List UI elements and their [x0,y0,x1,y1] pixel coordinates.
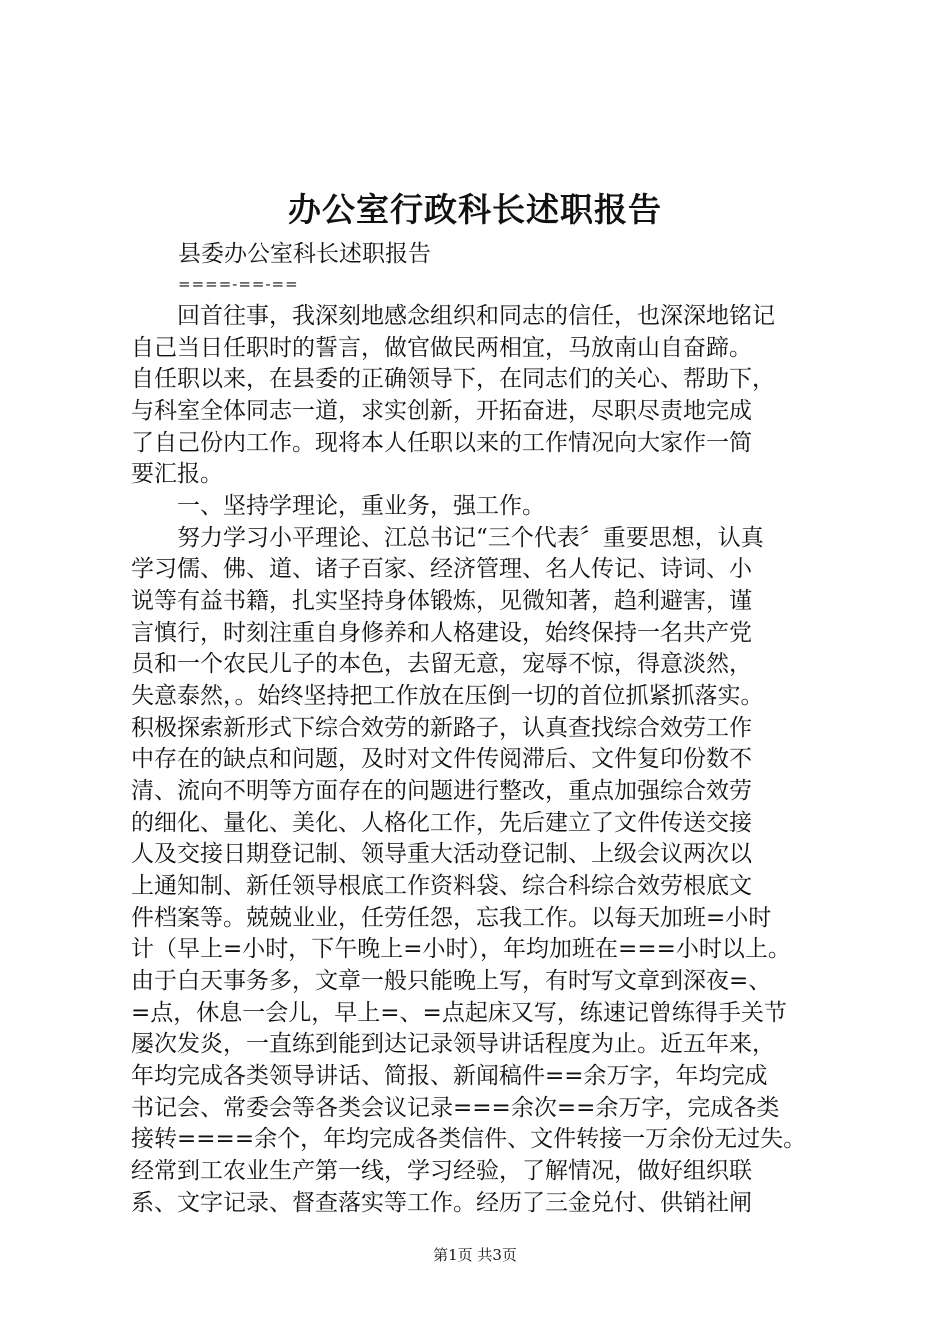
body-text-line: 人及交接日期登记制、领导重大活动登记制、上级会议两次以 [131,841,752,867]
section-heading: 一、坚持学理论，重业务，强工作。 [131,493,545,519]
body-text-line: 了自己份内工作。现将本人任职以来的工作情况向大家作一简 [131,430,752,456]
separator-line: ====-==-== [178,275,299,293]
body-text-line: 由于白天事务多，文章一般只能晚上写，有时写文章到深夜=、 [131,968,772,994]
body-text-line: 清、流向不明等方面存在的问题进行整改，重点加强综合效劳 [131,778,752,804]
body-text-line: 中存在的缺点和问题，及时对文件传阅滞后、文件复印份数不 [131,746,752,772]
body-text-line: 年均完成各类领导讲话、简报、新闻稿件==余万字，年均完成 [131,1063,768,1089]
body-text-line: 系、文字记录、督查落实等工作。经历了三金兑付、供销社闸 [131,1190,752,1216]
body-text-line: 计（早上=小时，下午晚上=小时），年均加班在===小时以上。 [131,936,791,962]
body-text-line: 接转====余个，年均完成各类信件、文件转接一万余份无过失。 [131,1126,807,1152]
body-text-line: 自己当日任职时的誓言，做官做民两相宜，马放南山自奋蹄。 [131,335,752,361]
body-text-line: 言慎行，时刻注重自身修养和人格建设，始终保持一名共产党 [131,620,752,646]
body-text-line: 上通知制、新任领导根底工作资料袋、综合科综合效劳根底文 [131,873,752,899]
body-text-line: 员和一个农民儿子的本色，去留无意，宠辱不惊，得意淡然， [131,651,752,677]
body-text-line: 的细化、量化、美化、人格化工作，先后建立了文件传送交接 [131,810,752,836]
body-text-line: 努力学习小平理论、江总书记“三个代表〞重要思想，认真 [131,525,764,551]
body-text-line: 回首往事，我深刻地感念组织和同志的信任，也深深地铭记 [131,303,775,329]
document-title: 办公室行政科长述职报告 [288,190,662,229]
body-text-line: 积极探索新形式下综合效劳的新路子，认真查找综合效劳工作 [131,715,752,741]
body-text-line: =点，休息一会儿，早上=、=点起床又写，练速记曾练得手关节 [131,1000,787,1026]
page-number-footer: 第1页 共3页 [433,1246,517,1264]
body-text-line: 失意泰然，。始终坚持把工作放在压倒一切的首位抓紧抓落实。 [131,683,764,709]
body-text-line: 自任职以来，在县委的正确领导下，在同志们的关心、帮助下， [131,366,775,392]
document-subtitle: 县委办公室科长述职报告 [178,241,431,267]
body-text-line: 与科室全体同志一道，求实创新，开拓奋进，尽职尽责地完成 [131,398,752,424]
body-text-line: 经常到工农业生产第一线，学习经验，了解情况，做好组织联 [131,1158,752,1184]
body-text-line: 件档案等。兢兢业业，任劳任怨，忘我工作。以每天加班=小时 [131,905,772,931]
body-text-line: 学习儒、佛、道、诸子百家、经济管理、名人传记、诗词、小 [131,556,752,582]
body-text-line: 要汇报。 [131,461,223,487]
body-text-line: 书记会、常委会等各类会议记录===余次==余万字，完成各类 [131,1095,780,1121]
body-text-line: 说等有益书籍，扎实坚持身体锻炼，见微知著，趋利避害，谨 [131,588,752,614]
body-text-line: 屡次发炎，一直练到能到达记录领导讲话程度为止。近五年来， [131,1031,775,1057]
